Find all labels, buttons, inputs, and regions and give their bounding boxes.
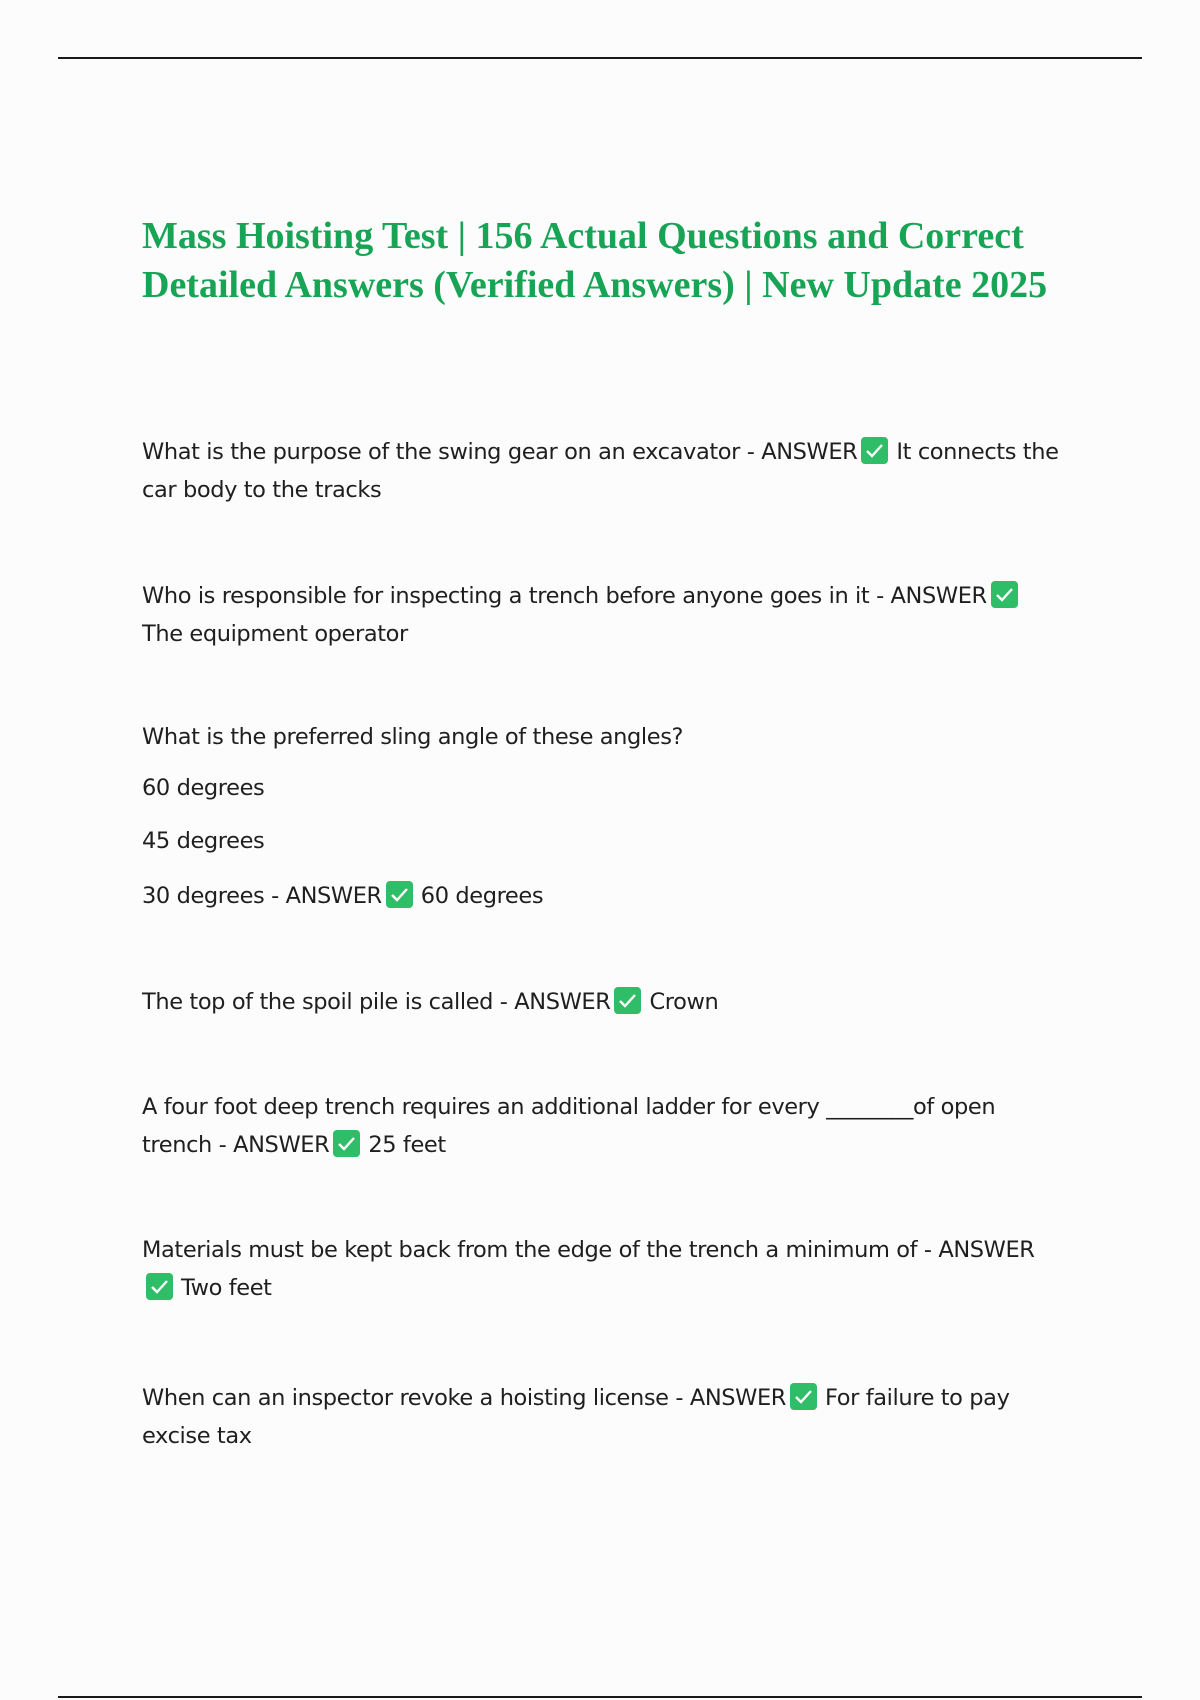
question-text: When can an inspector revoke a hoisting license - ANSWER (142, 1385, 787, 1411)
option-text: 45 degrees (142, 828, 265, 854)
check-mark-icon (991, 581, 1018, 608)
qa-text (142, 1231, 1062, 1307)
qa-item-3 (142, 718, 1062, 915)
check-mark-icon (146, 1273, 173, 1300)
answer-text: Crown (649, 989, 719, 1015)
check-mark-icon (861, 437, 888, 464)
option-text: 30 degrees - ANSWER (142, 883, 382, 909)
question-text: Materials must be kept back from the edge of the trench a minimum of - ANSWER (142, 1237, 1035, 1263)
header-rule (58, 57, 1142, 59)
footer-rule (58, 1696, 1142, 1698)
question-text: Who is responsible for inspecting a trench before anyone goes in it - ANSWER (142, 583, 987, 609)
answer-text: Two feet (181, 1275, 272, 1301)
qa-item-1 (142, 433, 1062, 509)
qa-item-5 (142, 1088, 1062, 1164)
answer-text: 60 degrees (420, 883, 544, 909)
qa-item-2 (142, 577, 1062, 653)
answer-text: 25 feet (368, 1132, 446, 1158)
question-text: What is the purpose of the swing gear on an excavator - ANSWER (142, 439, 858, 465)
qa-text (142, 877, 1062, 915)
check-mark-icon (333, 1130, 360, 1157)
question-text: A four foot deep trench requires an additional ladder for every ________of open trench - ANSWER (142, 1094, 996, 1158)
question-text: The top of the spoil pile is called - ANSWER (142, 989, 611, 1015)
qa-text (142, 983, 1062, 1021)
page-title: Mass Hoisting Test | 156 Actual Questions and Correct Detailed Answers (Verified Answers) | New Update 2025 (142, 215, 1048, 306)
check-mark-icon (614, 987, 641, 1014)
qa-text (142, 433, 1062, 509)
qa-item-4 (142, 983, 1062, 1021)
qa-text (142, 1379, 1062, 1455)
option-text: 60 degrees (142, 775, 265, 801)
check-mark-icon (790, 1383, 817, 1410)
check-mark-icon (386, 881, 413, 908)
question-text: What is the preferred sling angle of these angles? (142, 724, 684, 750)
qa-text (142, 1088, 1062, 1164)
qa-item-7 (142, 1379, 1062, 1455)
answer-text: For failure to pay excise tax (142, 1385, 1010, 1449)
qa-text (142, 577, 1062, 653)
qa-item-6 (142, 1231, 1062, 1307)
answer-text: It connects the car body to the tracks (142, 439, 1059, 503)
answer-text: The equipment operator (142, 621, 408, 647)
